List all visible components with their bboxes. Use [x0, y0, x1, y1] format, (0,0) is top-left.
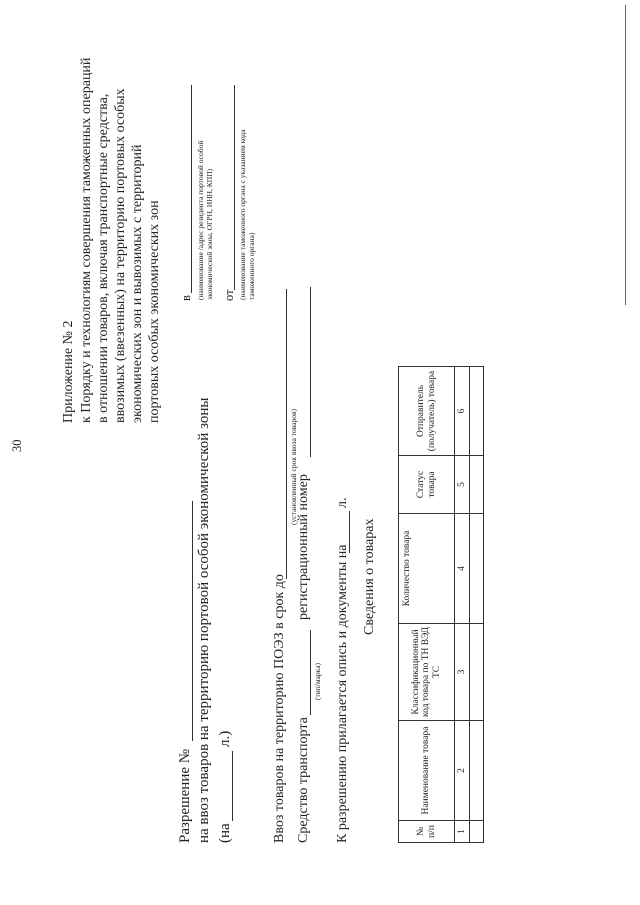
term-caption: (установленный срок ввоза товаров) — [289, 408, 298, 525]
header-code: Классификационный код товара по ТН ВЭД ТС — [399, 624, 455, 721]
header-name: Наименование товара — [399, 721, 455, 821]
col-number-4: 4 — [455, 514, 470, 624]
header-quantity: Количество товара — [399, 514, 455, 624]
table-header-row — [399, 367, 455, 843]
header-sender: Отправитель (получатель) товара — [399, 367, 455, 456]
appendix-title: Приложение № 2 — [61, 320, 76, 423]
from-caption-1: (наименование таможенного органа с указанием кода — [238, 129, 247, 300]
header-number: № п/п — [399, 821, 455, 843]
permit-import-line: на ввоз товаров на территорию портовой особой экономической зоны — [196, 397, 212, 843]
to-line — [191, 85, 192, 293]
table-row — [455, 367, 470, 843]
table-cell — [470, 367, 484, 456]
permit-on-close: л.) — [217, 730, 233, 747]
appendix-line-1: к Порядку и технологиям совершения таможенных операций — [79, 57, 94, 423]
goods-table — [398, 366, 484, 843]
to-prefix: в — [179, 295, 193, 301]
goods-title: Сведения о товарах — [362, 518, 377, 635]
table-cell — [470, 514, 484, 624]
page-number: 30 — [10, 439, 24, 452]
col-number-6: 6 — [455, 367, 470, 456]
attach-line — [349, 511, 350, 553]
term-line — [286, 289, 287, 579]
table-cell — [470, 624, 484, 721]
table-cell — [470, 456, 484, 514]
transport-label: Средство транспорта — [296, 717, 311, 843]
term-label: Ввоз товаров на территорию ПОЭЗ в срок до — [272, 574, 287, 843]
margin-rule — [625, 5, 627, 305]
transport-caption: (тип/марка) — [313, 662, 322, 700]
col-number-3: 3 — [455, 624, 470, 721]
permit-number-label: Разрешение № — [177, 748, 193, 843]
from-caption-2: таможенного органа) — [247, 232, 256, 300]
from-line — [234, 85, 235, 290]
transport-line — [310, 630, 311, 715]
header-status: Статус товара — [399, 456, 455, 514]
appendix-line-3: ввозимых (ввезенных) на территорию портовых особых — [113, 88, 128, 423]
appendix-line-4: экономических зон и вывозимых с территорий — [130, 144, 145, 423]
col-number-2: 2 — [455, 721, 470, 821]
permit-on-open: (на — [217, 823, 233, 843]
col-number-5: 5 — [455, 456, 470, 514]
col-number-1: 1 — [455, 821, 470, 843]
appendix-line-5: портовых особых экономических зон — [147, 200, 162, 423]
reg-line — [310, 287, 311, 457]
permit-number-line — [192, 501, 193, 741]
permit-sheets-line — [232, 751, 233, 821]
to-caption-2: экономической зоны, ОГРН, ИНН, КПП) — [205, 168, 214, 300]
table-row — [470, 367, 484, 843]
to-caption-1: (наименование /адрес резидента портовой особой — [196, 140, 205, 300]
attach-suffix: л. — [335, 497, 350, 508]
appendix-line-2: в отношении товаров, включая транспортные средства, — [96, 93, 111, 423]
table-cell — [470, 821, 484, 843]
attach-label: К разрешению прилагается опись и документы на — [335, 544, 350, 843]
table-cell — [470, 721, 484, 821]
from-prefix: от — [222, 289, 236, 301]
reg-label: регистрационный номер — [296, 474, 311, 620]
